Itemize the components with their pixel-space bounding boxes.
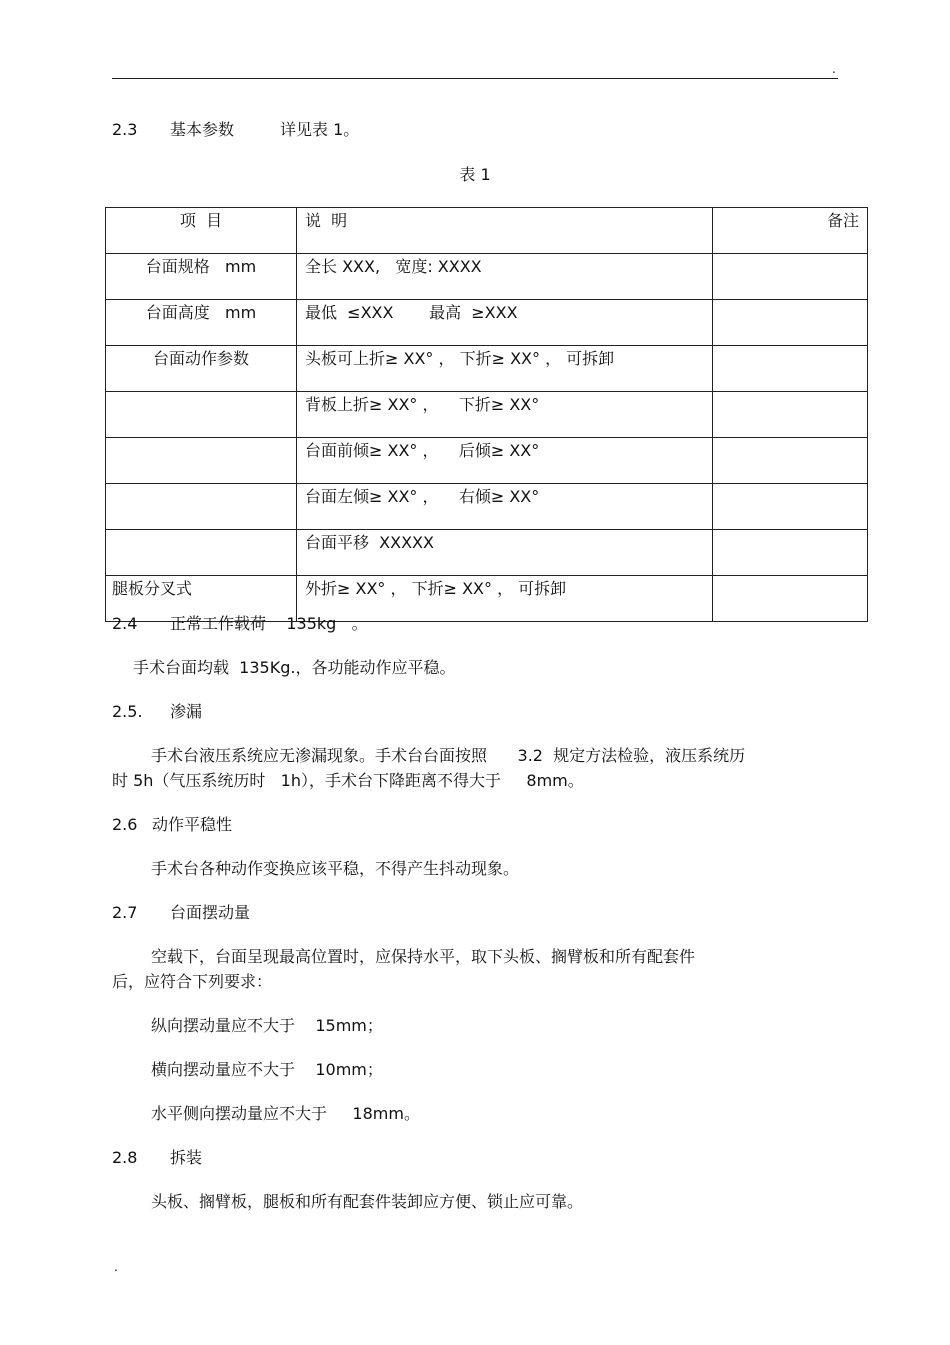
cell-desc: 台面前倾≥ XX° ， 后倾≥ XX° (297, 438, 713, 484)
cell-item (106, 530, 297, 576)
spec-table (105, 207, 868, 622)
cell-desc: 最低 ≤XXX 最高 ≥XXX (297, 300, 713, 346)
cell-note (713, 254, 868, 300)
cell-item: 台面规格 mm (106, 254, 297, 300)
cell-note (713, 484, 868, 530)
header-item: 项 目 (106, 208, 297, 254)
header-rule (112, 78, 838, 79)
cell-item (106, 392, 297, 438)
section-2-7-body-line1: 空载下，台面呈现最高位置时，应保持水平，取下头板、搁臂板和所有配套件 (151, 947, 696, 966)
section-title: 基本参数 (170, 120, 235, 139)
cell-item: 腿板分叉式 (106, 576, 297, 622)
section-2-6-heading (112, 814, 232, 836)
requirement-longitudinal: 纵向摆动量应不大于 15mm； (151, 1016, 383, 1035)
cell-desc: 背板上折≥ XX° ， 下折≥ XX° (297, 392, 713, 438)
section-2-4-body: 手术台面均载 135Kg.，各功能动作应平稳。 (133, 658, 456, 677)
table-header-row (106, 208, 868, 254)
requirement-lateral: 水平侧向摆动量应不大于 18mm。 (151, 1104, 420, 1123)
section-ref: 详见表 1。 (280, 120, 360, 139)
table-row (106, 346, 868, 392)
header-note: 备注 (713, 208, 868, 254)
table-row (106, 438, 868, 484)
cell-item (106, 438, 297, 484)
cell-note (713, 346, 868, 392)
table-row (106, 530, 868, 576)
cell-desc: 外折≥ XX° ， 下折≥ XX° ， 可拆卸 (297, 576, 713, 622)
section-2-6-body: 手术台各种动作变换应该平稳，不得产生抖动现象。 (151, 859, 520, 878)
requirement-transverse: 横向摆动量应不大于 10mm； (151, 1060, 383, 1079)
table-row (106, 484, 868, 530)
table-caption: 表 1 (459, 165, 491, 184)
section-title: 动作平稳性 (152, 815, 233, 834)
cell-note (713, 300, 868, 346)
cell-desc: 全长 XXX, 宽度: XXXX (297, 254, 713, 300)
header-desc: 说 明 (297, 208, 713, 254)
section-2-8-heading (112, 1147, 202, 1169)
section-2-7-heading (112, 902, 250, 924)
section-number: 2.8 (112, 1148, 138, 1167)
section-number: 2.5. (112, 702, 143, 721)
cell-desc: 台面左倾≥ XX° ， 右倾≥ XX° (297, 484, 713, 530)
section-number: 2.6 (112, 815, 138, 834)
section-2-5-body-line1: 手术台液压系统应无渗漏现象。手术台台面按照 3.2 规定方法检验，液压系统历 (151, 746, 746, 765)
cell-item: 台面高度 mm (106, 300, 297, 346)
table-row (106, 254, 868, 300)
cell-desc: 台面平移 XXXXX (297, 530, 713, 576)
section-2-8-body: 头板、搁臂板，腿板和所有配套件装卸应方便、锁止应可靠。 (151, 1192, 584, 1211)
section-title: 正常工作载荷 135kg 。 (170, 614, 368, 633)
cell-item (106, 484, 297, 530)
section-2-7-body-line2: 后，应符合下列要求： (112, 972, 273, 991)
section-number: 2.4 (112, 614, 138, 633)
footer-corner-mark: . (114, 1260, 118, 1274)
cell-desc: 头板可上折≥ XX° ， 下折≥ XX° ， 可拆卸 (297, 346, 713, 392)
header-corner-mark: . (832, 62, 836, 76)
section-2-3-heading (112, 119, 359, 141)
table-row (106, 392, 868, 438)
section-number: 2.3 (112, 120, 138, 139)
cell-item: 台面动作参数 (106, 346, 297, 392)
cell-note (713, 392, 868, 438)
section-title: 拆装 (170, 1148, 203, 1167)
section-2-5-body-line2: 时 5h（气压系统历时 1h），手术台下降距离不得大于 8mm。 (112, 771, 584, 790)
section-number: 2.7 (112, 903, 138, 922)
cell-note (713, 576, 868, 622)
cell-note (713, 530, 868, 576)
section-2-5-heading (112, 701, 202, 723)
section-title: 台面摆动量 (170, 903, 251, 922)
section-title: 渗漏 (170, 702, 203, 721)
section-2-4-heading (112, 613, 368, 635)
table-row (106, 300, 868, 346)
cell-note (713, 438, 868, 484)
